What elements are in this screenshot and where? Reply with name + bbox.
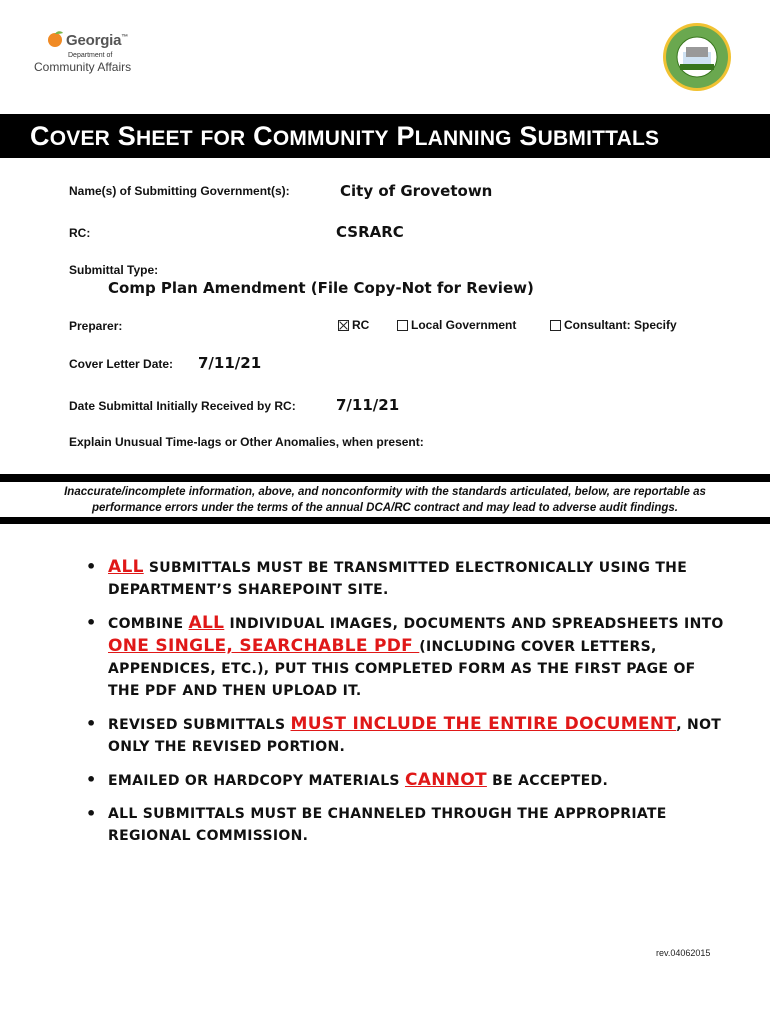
rc-value: CSRARC (336, 223, 404, 241)
gov-value: City of Grovetown (340, 182, 493, 200)
preparer-option-rc[interactable]: RC (338, 318, 369, 332)
divider-bottom (0, 517, 770, 524)
received-value: 7/11/21 (336, 396, 400, 414)
title-bar (0, 114, 770, 158)
cover-letter-label: Cover Letter Date: (69, 357, 174, 371)
cover-letter-value: 7/11/21 (198, 354, 262, 372)
submittal-type-label: Submittal Type: (69, 263, 159, 277)
page-title: COVER SHEET FOR COMMUNITY PLANNING SUBMITTALS (30, 121, 660, 151)
anomalies-label: Explain Unusual Time-lags or Other Anomalies, when present: (69, 435, 424, 449)
list-item: • COMBINE ALL INDIVIDUAL IMAGES, DOCUMENTS AND SPREADSHEETS INTO ONE SINGLE, SEARCHABLE PDF (INCLUDING COVER LETTERS, APPENDICES, ETC.), PUT THIS COMPLETED FORM AS THE FIRST PAGE OF THE PDF AND THEN UPLOAD IT. (86, 612, 726, 702)
warning-text: Inaccurate/incomplete information, above, and nonconformity with the standards articulated, below, are reportable as performance errors under the terms of the annual DCA/RC contract and may lead to adverse audit findings. (64, 486, 706, 514)
peach-icon (46, 30, 64, 48)
checkbox-empty-icon[interactable] (550, 320, 561, 331)
divider-top (0, 474, 770, 482)
checkbox-checked-icon[interactable] (338, 320, 349, 331)
preparer-option-consultant[interactable]: Consultant: Specify (550, 318, 677, 332)
checkbox-empty-icon[interactable] (397, 320, 408, 331)
list-item: • EMAILED OR HARDCOPY MATERIALS CANNOT BE ACCEPTED. (86, 769, 726, 792)
rc-label: RC: (69, 226, 91, 240)
preparer-label: Preparer: (69, 319, 123, 333)
list-item: • ALL SUBMITTALS MUST BE TRANSMITTED ELECTRONICALLY USING THE DEPARTMENT’S SHAREPOINT SITE. (86, 556, 726, 601)
revision-code: rev.04062015 (656, 948, 711, 958)
submittal-type-value: Comp Plan Amendment (File Copy-Not for Review) (108, 279, 534, 297)
dca-logo (32, 24, 152, 76)
brand-name: Georgia™ (66, 32, 129, 49)
department-line: Department of (68, 52, 113, 59)
gov-label: Name(s) of Submitting Government(s): (69, 184, 290, 198)
requirements-list (86, 556, 726, 858)
preparer-option-local-government[interactable]: Local Government (397, 318, 516, 332)
list-item: • REVISED SUBMITTALS MUST INCLUDE THE ENTIRE DOCUMENT, NOT ONLY THE REVISED PORTION. (86, 713, 726, 758)
list-item: • ALL SUBMITTALS MUST BE CHANNELED THROUGH THE APPROPRIATE REGIONAL COMMISSION. (86, 803, 726, 847)
seal-emblem (662, 22, 732, 92)
org-line: Community Affairs (34, 60, 132, 74)
received-label: Date Submittal Initially Received by RC: (69, 399, 296, 413)
